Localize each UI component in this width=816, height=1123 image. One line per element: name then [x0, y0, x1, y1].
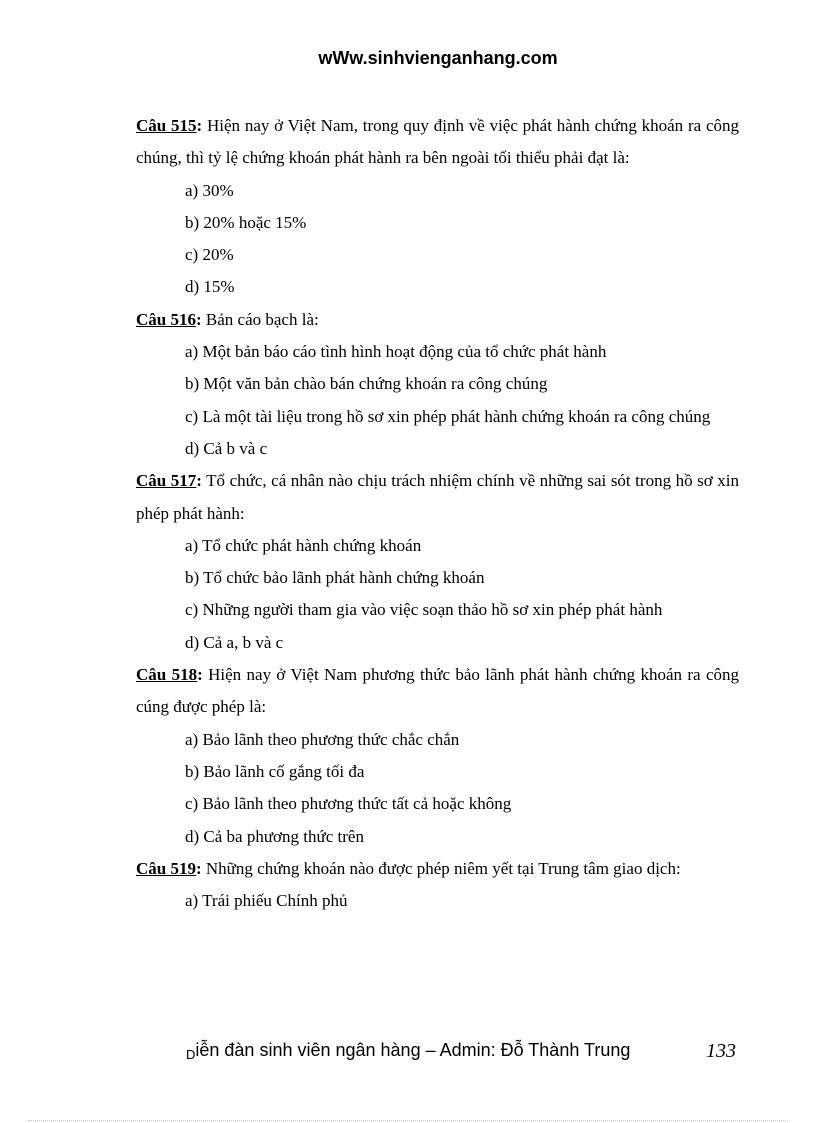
option-item: d) Cả b và c [185, 438, 268, 458]
question-519: Câu 519: Những chứng khoán nào được phép niêm yết tại Trung tâm giao dịch: [136, 858, 681, 878]
question-label: Câu 515 [136, 116, 197, 135]
option-item: a) 30% [185, 180, 234, 200]
question-text: Những chứng khoán nào được phép niêm yết tại Trung tâm giao dịch: [201, 858, 681, 878]
option-item: d) 15% [185, 277, 235, 297]
question-label: Câu 519 [136, 858, 196, 878]
page-footer [186, 1040, 746, 1062]
question-518: Câu 518: Hiện nay ở Việt Nam phương thức bảo lãnh phát hành chứng khoán ra công cúng được phép là: [136, 665, 740, 717]
option-item: c) Những người tham gia vào việc soạn thảo hồ sơ xin phép phát hành [185, 600, 663, 620]
page-number: 133 [706, 1040, 736, 1062]
option-item: d) Cả ba phương thức trên [185, 826, 364, 846]
question-517: Câu 517: Tổ chức, cá nhân nào chịu trách nhiệm chính về những sai sót trong hồ sơ xin phép phát hành: [136, 471, 739, 523]
option-item: b) Bảo lãnh cố gắng tối đa [185, 761, 365, 781]
question-515: Câu 515: Hiện nay ở Việt Nam, trong quy định về việc phát hành chứng khoán ra công chúng, thì tỷ lệ chứng khoán phát hành ra bên ngoài tối thiểu phải đạt là: [136, 116, 740, 168]
question-text: Hiện nay ở Việt Nam, trong quy định về việc phát hành chứng khoán ra công chúng, thì tỷ lệ chứng khoán phát hành ra bên ngoài tối thiểu phải đạt là: [136, 116, 740, 168]
option-item: a) Bảo lãnh theo phương thức chắc chắn [185, 729, 460, 749]
option-item: c) Là một tài liệu trong hồ sơ xin phép phát hành chứng khoán ra công chúng [185, 406, 711, 426]
question-label: Câu 518 [136, 665, 198, 685]
question-list [136, 110, 739, 917]
question-text: Tổ chức, cá nhân nào chịu trách nhiệm chính về những sai sót trong hồ sơ xin phép phát hành: [136, 471, 739, 523]
option-item: b) Tổ chức bảo lãnh phát hành chứng khoán [185, 568, 485, 588]
option-item: b) Một văn bản chào bán chứng khoán ra công chúng [185, 374, 548, 394]
page-divider [28, 1120, 788, 1121]
option-item: a) Trái phiếu Chính phủ [185, 891, 348, 911]
option-item: a) Một bản báo cáo tình hình hoạt động của tổ chức phát hành [185, 342, 607, 362]
footer-text: iễn đàn sinh viên ngân hàng – Admin: Đỗ Thành Trung [195, 1040, 631, 1060]
question-label: Câu 516 [136, 309, 196, 329]
option-item: a) Tổ chức phát hành chứng khoán [185, 535, 422, 555]
option-item: b) 20% hoặc 15% [185, 212, 307, 232]
question-text: Bản cáo bạch là: [201, 309, 319, 329]
question-text: Hiện nay ở Việt Nam phương thức bảo lãnh phát hành chứng khoán ra công cúng được phép là: [136, 665, 740, 717]
option-item: c) 20% [185, 245, 234, 265]
option-item: c) Bảo lãnh theo phương thức tất cả hoặc không [185, 794, 512, 814]
option-item: d) Cả a, b và c [185, 632, 284, 652]
question-516: Câu 516: Bản cáo bạch là: [136, 309, 319, 329]
site-header: wWw.sinhvienganhang.com [318, 48, 558, 68]
question-label: Câu 517 [136, 471, 197, 491]
footer-lead-letter: D [186, 1047, 196, 1062]
